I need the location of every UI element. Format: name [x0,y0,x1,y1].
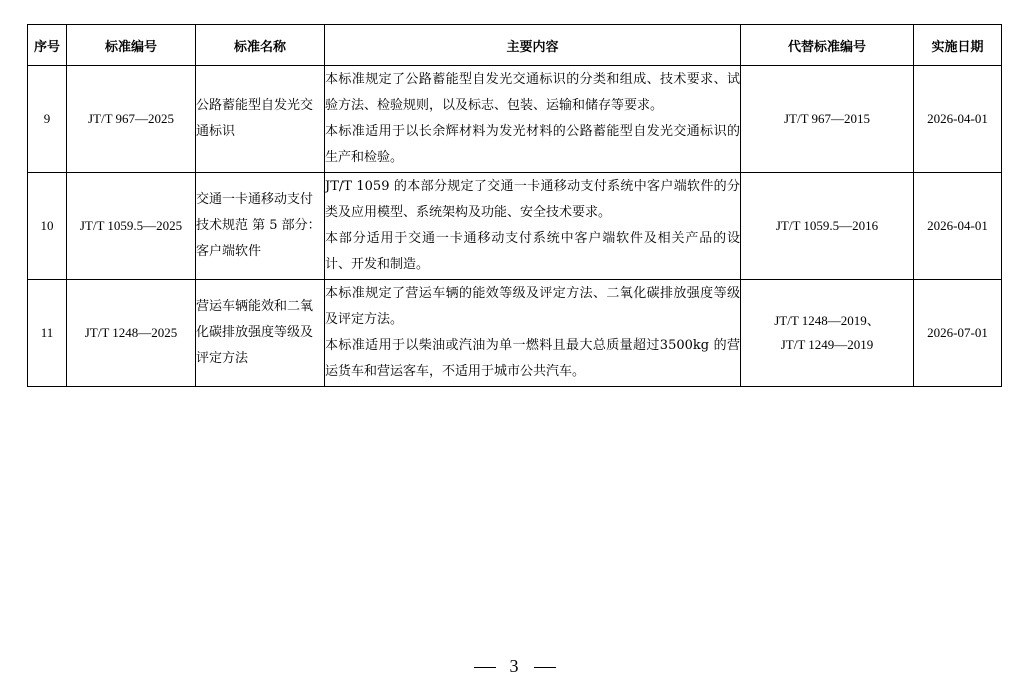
replaced-standard: JT/T 1059.5—2016 [775,218,879,233]
row-replaces [741,173,914,280]
row-name: 营运车辆能效和二氧化碳排放强度等级及评定方法 [196,280,325,387]
row-code: JT/T 1248—2025 [67,280,196,387]
header-num: 序号 [28,25,67,66]
table-row [28,66,1002,173]
header-replaces: 代替标准编号 [741,25,914,66]
page-dash-left [474,667,496,668]
row-content [325,66,741,173]
row-date: 2026-04-01 [914,66,1002,173]
row-code: JT/T 1059.5—2025 [67,173,196,280]
header-date: 实施日期 [914,25,1002,66]
row-name: 交通一卡通移动支付技术规范 第 5 部分：客户端软件 [196,173,325,280]
row-date: 2026-04-01 [914,173,1002,280]
row-replaces [741,280,914,387]
replaced-standard: JT/T 1249—2019 [780,337,874,352]
row-num: 9 [28,66,67,173]
row-date: 2026-07-01 [914,280,1002,387]
row-replaces [741,66,914,173]
row-code: JT/T 967—2025 [67,66,196,173]
content-paragraph: 本标准适用于以长余辉材料为发光材料的公路蓄能型自发光交通标识的生产和检验。 [325,124,740,165]
table-row [28,280,1002,387]
page-dash-right [534,667,556,668]
replaced-standard: JT/T 1248—2019、 [774,313,880,328]
page-number: 3 [509,656,520,676]
row-num: 10 [28,173,67,280]
row-name: 公路蓄能型自发光交通标识 [196,66,325,173]
standards-table [27,24,1002,387]
content-paragraph: 本标准规定了公路蓄能型自发光交通标识的分类和组成、技术要求、试验方法、检验规则，以及标志、包装、运输和储存等要求。 [325,72,740,113]
content-paragraph: 本标准规定了营运车辆的能效等级及评定方法、二氧化碳排放强度等级及评定方法。 [325,286,740,327]
header-content: 主要内容 [325,25,741,66]
content-paragraph: 本标准适用于以柴油或汽油为单一燃料且最大总质量超过3500kg 的营运货车和营运客车，不适用于城市公共汽车。 [325,338,740,379]
replaced-standard: JT/T 967—2015 [783,111,871,126]
table-header-row [28,25,1002,66]
row-content [325,280,741,387]
row-num: 11 [28,280,67,387]
content-paragraph: JT/T 1059 的本部分规定了交通一卡通移动支付系统中客户端软件的分类及应用模型、系统架构及功能、安全技术要求。 [325,179,740,220]
header-name: 标准名称 [196,25,325,66]
content-paragraph: 本部分适用于交通一卡通移动支付系统中客户端软件及相关产品的设计、开发和制造。 [325,231,740,272]
table-row [28,173,1002,280]
header-code: 标准编号 [67,25,196,66]
row-content [325,173,741,280]
page-footer [0,656,1029,677]
